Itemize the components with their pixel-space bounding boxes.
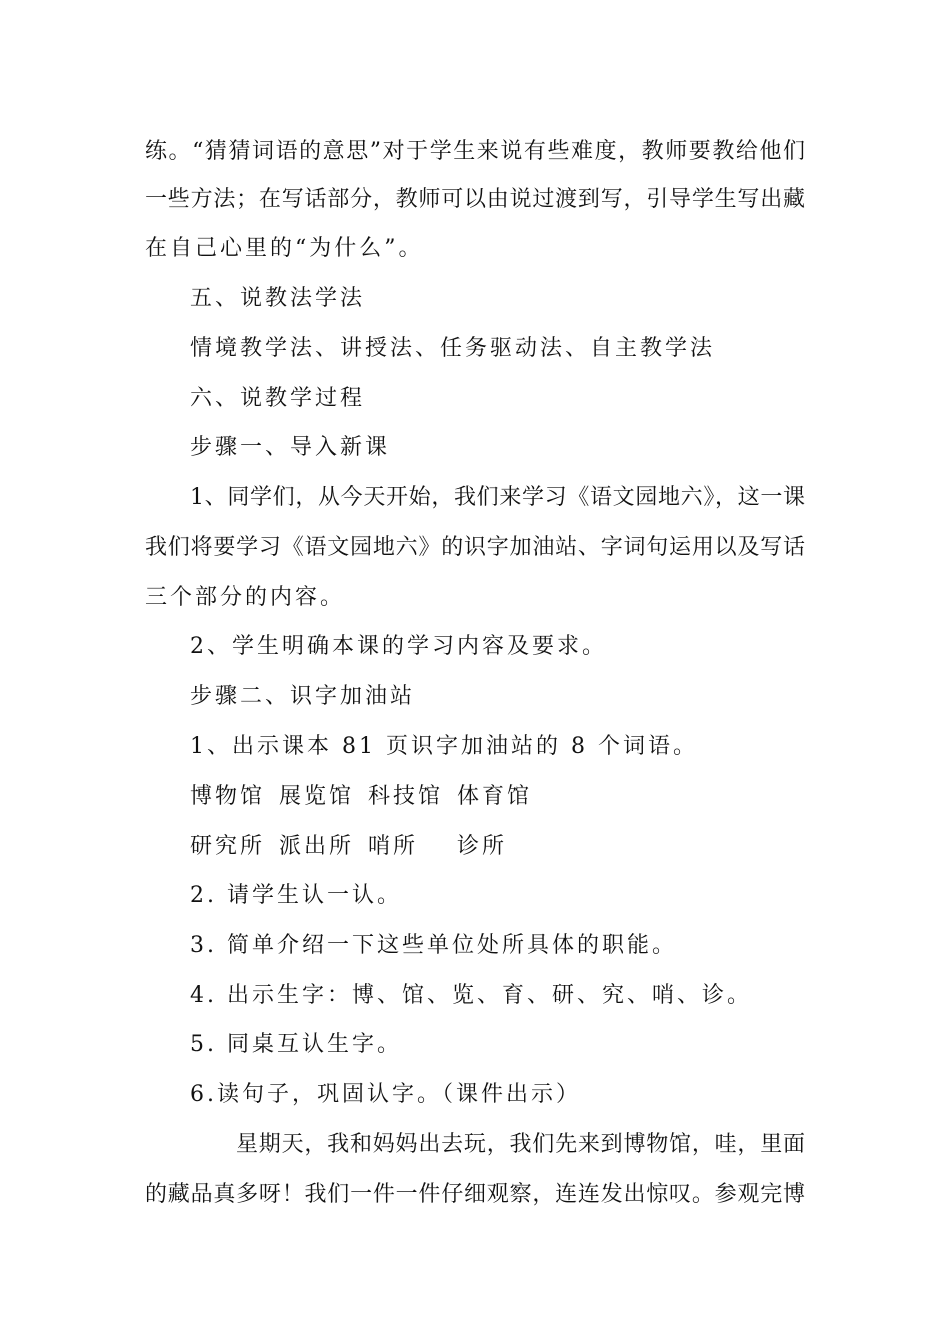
section6-heading: 六、说教学过程 xyxy=(190,386,366,411)
passage-line-1: 星期天，我和妈妈出去玩，我们先来到博物馆，哇，里面 xyxy=(236,1132,805,1157)
word-item: 诊所 xyxy=(457,834,508,859)
step2-item5: 5. 同桌互认生字。 xyxy=(190,1032,402,1057)
word-item: 研究所 xyxy=(190,834,266,859)
word-item: 体育馆 xyxy=(457,784,533,809)
intro-line-2: 一些方法；在写话部分，教师可以由说过渡到写，引导学生写出藏 xyxy=(145,187,805,212)
step1-item1-line-3: 三个部分的内容。 xyxy=(145,585,346,610)
section5-heading: 五、说教法学法 xyxy=(190,286,366,311)
intro-line-3: 在自己心里的“为什么”。 xyxy=(145,236,424,261)
word-item: 派出所 xyxy=(279,834,355,859)
step1-item1-line-2: 我们将要学习《语文园地六》的识字加油站、字词句运用以及写话 xyxy=(145,535,805,560)
word-list-row-2 xyxy=(190,827,805,867)
passage-line-2: 的藏品真多呀！我们一件一件仔细观察，连连发出惊叹。参观完博 xyxy=(145,1182,805,1207)
word-item: 哨所 xyxy=(368,834,419,859)
step2-item4: 4. 出示生字：博、馆、览、育、研、究、哨、诊。 xyxy=(190,983,752,1008)
step1-item2: 2、学生明确本课的学习内容及要求。 xyxy=(190,634,607,659)
step2-item3: 3. 简单介绍一下这些单位处所具体的职能。 xyxy=(190,933,677,958)
step1-item1-line-1: 1、同学们，从今天开始，我们来学习《语文园地六》，这一课 xyxy=(190,485,805,510)
step2-item2: 2. 请学生认一认。 xyxy=(190,883,402,908)
step1-heading: 步骤一、导入新课 xyxy=(190,435,391,460)
word-item: 科技馆 xyxy=(368,784,444,809)
intro-line-1: 练。“猜猜词语的意思”对于学生来说有些难度，教师要教给他们 xyxy=(145,139,805,164)
word-item: 博物馆 xyxy=(190,784,266,809)
step2-item1: 1、出示课本 81 页识字加油站的 8 个词语。 xyxy=(190,734,698,759)
word-item: 展览馆 xyxy=(279,784,355,809)
word-list-row-1 xyxy=(190,777,805,817)
step2-item6: 6.读句子，巩固认字。（课件出示） xyxy=(190,1082,581,1107)
step2-heading: 步骤二、识字加油站 xyxy=(190,684,416,709)
teaching-methods: 情境教学法、讲授法、任务驱动法、自主教学法 xyxy=(190,336,716,361)
